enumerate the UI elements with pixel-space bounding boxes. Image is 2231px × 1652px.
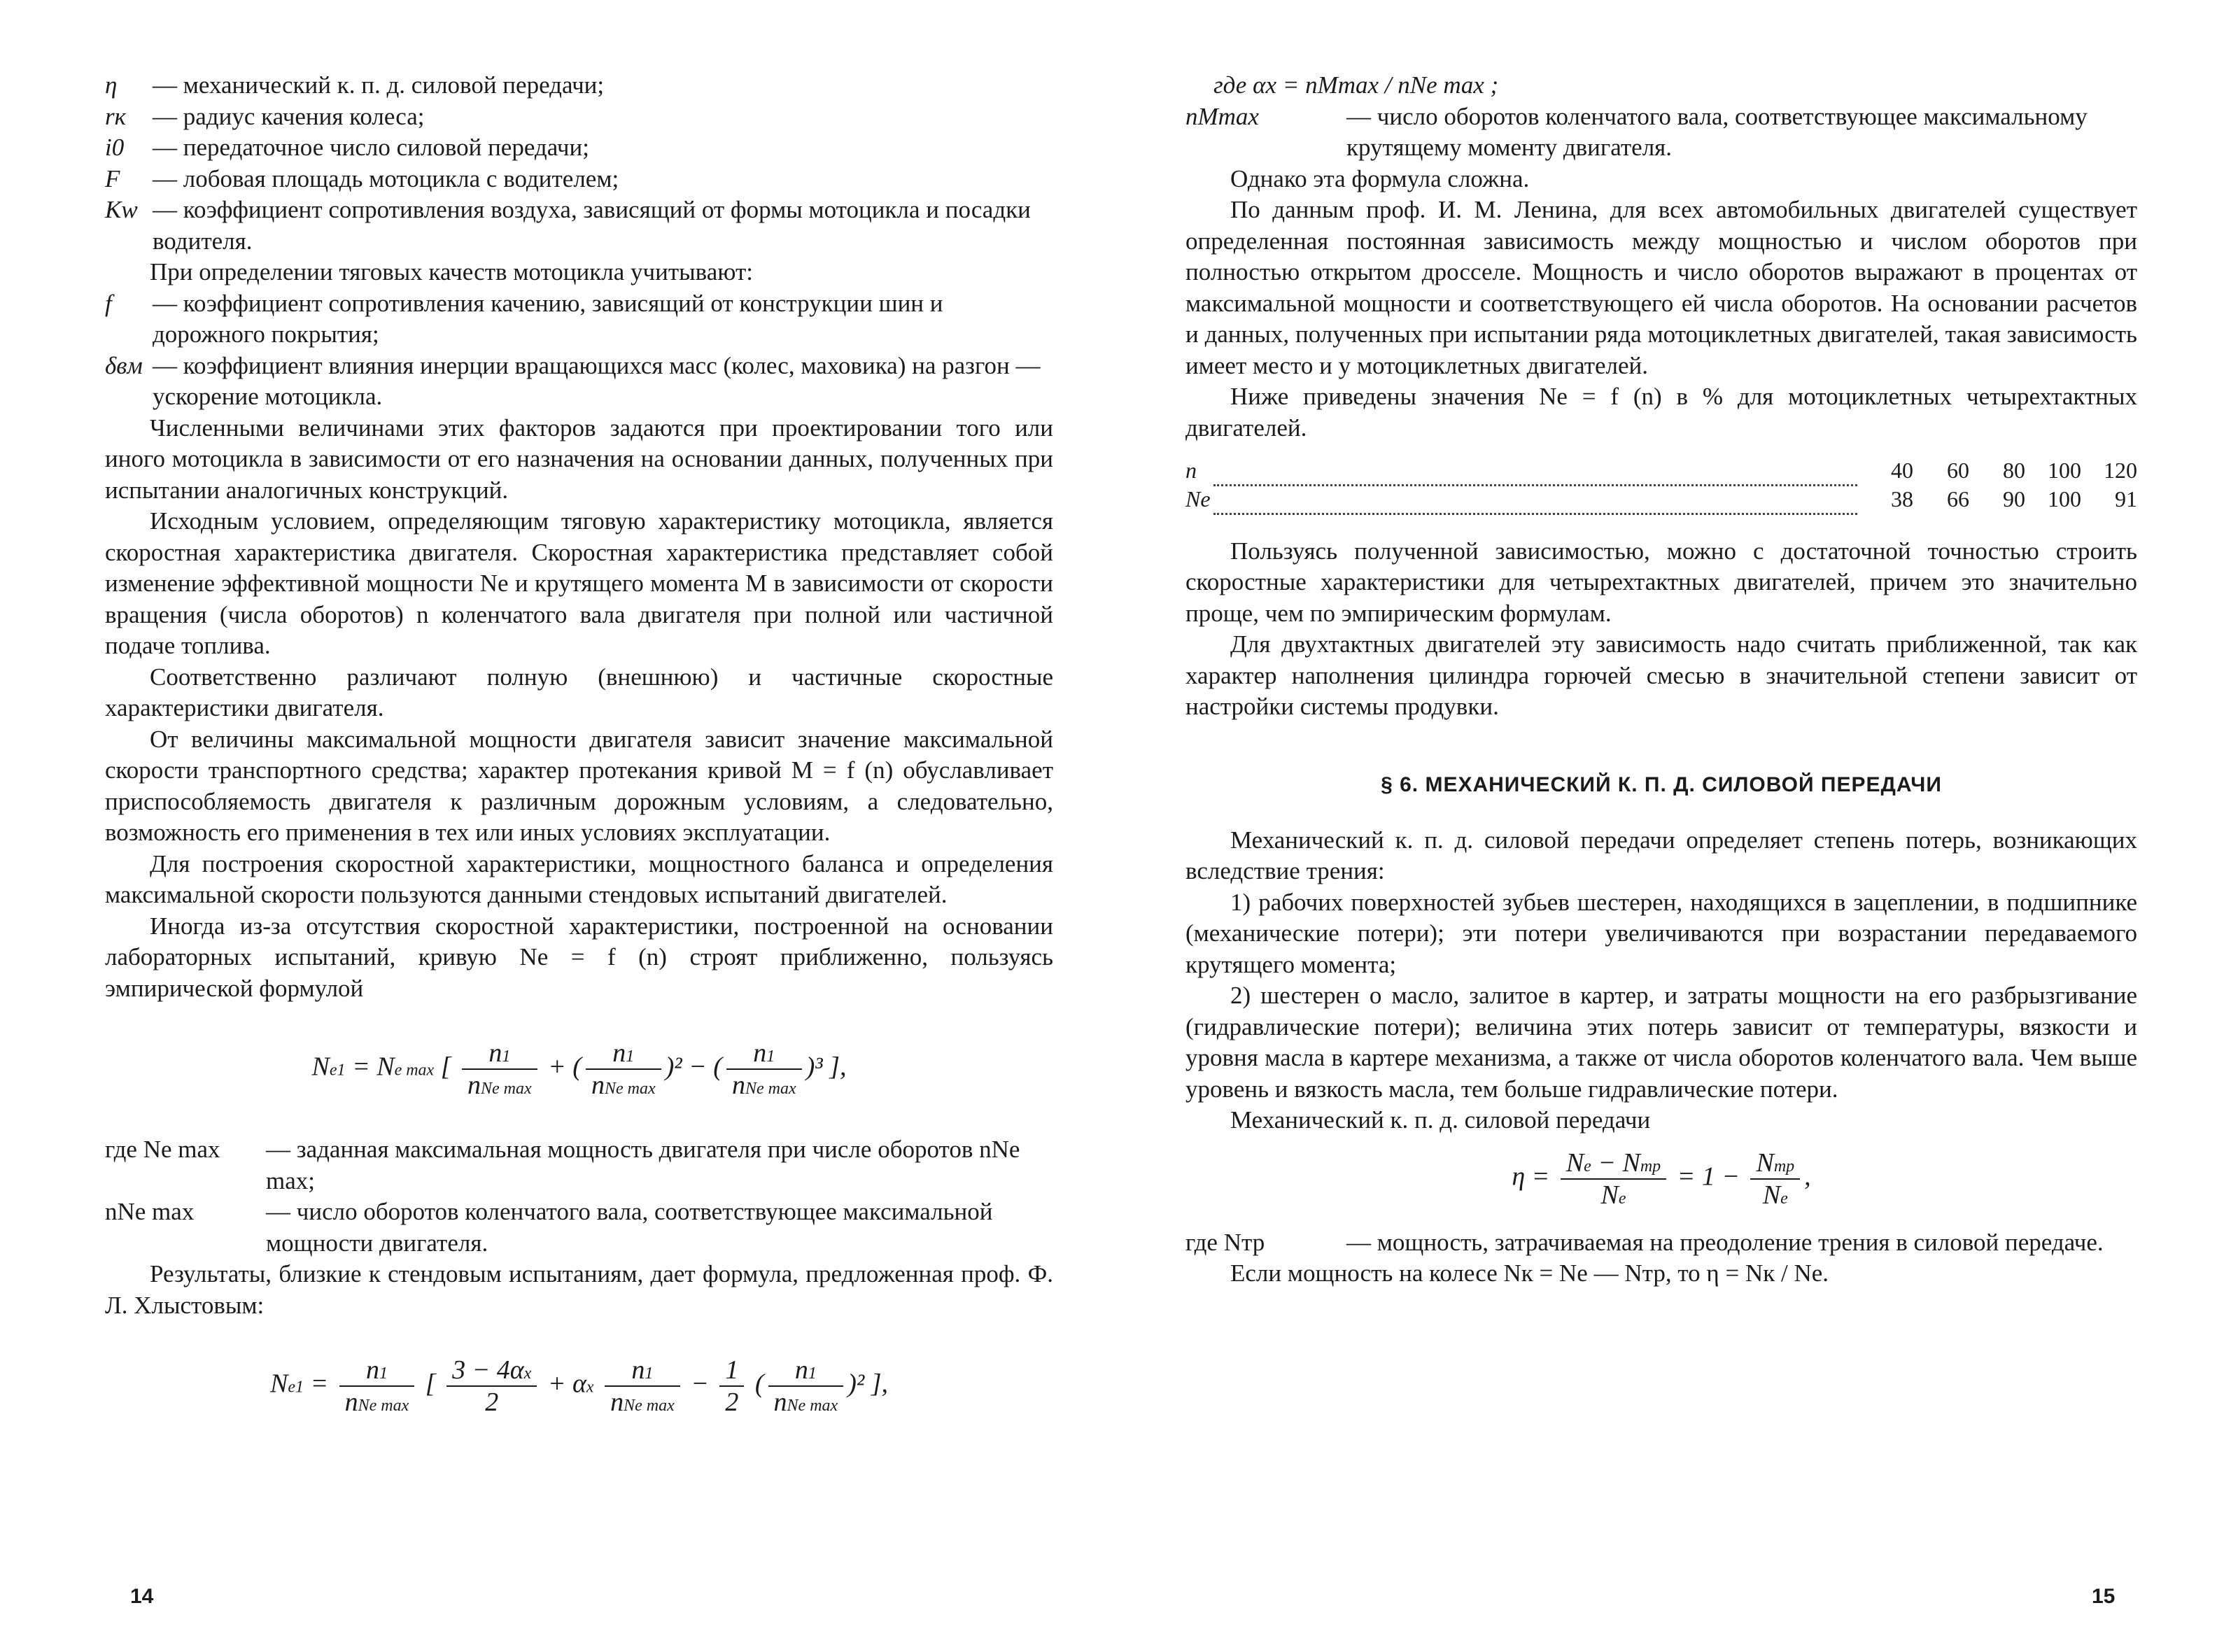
table-cell: 80 [2003,458,2025,483]
symbol-row [105,132,1053,164]
symbol-row [105,164,1053,195]
page-number: 15 [2092,1585,2116,1608]
symbol-description: — лобовая площадь мотоцикла с водителем; [153,164,619,192]
paragraph: Механический к. п. д. силовой передачи определяет степень потерь, возникающих вследствие трения: [1185,826,2137,884]
paragraph: От величины максимальной мощности двигателя зависит значение максимальной скорости транспортного средства; характер протекания кривой M = f (n) обуславливает приспособляемость двигателя к различным дорожным условиям, а следовательно, возможность его применения в тех или иных условиях эксплуатации. [105,725,1053,846]
paragraph: 1) рабочих поверхностей зубьев шестерен, находящихся в зацеплении, в подшипнике (механические потери); эти потери увеличиваются при возрастании передаваемого крутящего момента; [1185,888,2137,978]
table-cell: 120 [2104,458,2137,483]
dot-leader [1213,485,1857,514]
alpha-definition: где αx = nMmax / nNe max ; [1213,71,1499,99]
symbol-row [105,351,1053,413]
right-page [1116,0,2231,1652]
symbol-row [105,101,1053,133]
symbol: f [105,289,112,317]
symbol-row [105,195,1053,257]
section-heading: § 6. МЕХАНИЧЕСКИЙ К. П. Д. СИЛОВОЙ ПЕРЕДАЧИ [1381,772,1942,796]
paragraph: Результаты, близкие к стендовым испытаниям, дает формула, предложенная проф. Ф. Л. Хлыстовым: [105,1260,1053,1319]
left-column [105,70,1053,1451]
where-row [105,1196,1053,1259]
empirical-formula: Ne1 = Ne max [ $\frac{n1}{\text{nNe max}}$ + ( $\frac{n1}{\text{nNe max}}$ )² − ( $\frac{n1}{\text{nNe max}}$ )³ ], [311,1038,847,1100]
table-cell: 91 [2115,486,2137,511]
table-cell: 40 [1891,458,1913,483]
paragraph: Иногда из-за отсутствия скоростной характеристики, построенной на основании лабораторных испытаний, кривую Ne = f (n) строят приближенно, пользуясь эмпирической формулой [105,912,1053,1002]
symbol-description: — заданная максимальная мощность двигателя при числе оборотов nNe max; [266,1136,1020,1194]
table-row [1185,485,2137,514]
symbol-row [105,70,1053,101]
table-row [1185,456,2137,485]
symbol-description: — число оборотов коленчатого вала, соответствующее максимальному крутящему моменту двигателя. [1346,102,2088,161]
paragraph: По данным проф. И. М. Ленина, для всех автомобильных двигателей существует определенная постоянная зависимость между мощностью и числом оборотов при полностью открытом дросселе. Мощность и число оборотов выражают в процентах от максимальной мощности и соответствующего ей числа оборотов. На основании расчетов и данных, полученных при испытании ряда мотоциклетных двигателей, такая зависимость имеет место и у мотоциклетных двигателей. [1185,196,2137,379]
row-label: Ne [1185,486,1211,511]
khlystov-formula: Ne1 = $\frac{n1}{\text{nNe max}}$ [ $\frac{3 - 4\alpha x}{2}$ + αx $\frac{n1}{\text{nNe max}}$ − $\frac{1}{2}$ ( $\frac{n1}{\text{nNe max}}$ )² ], [269,1355,889,1417]
symbol: δвм [105,351,143,379]
symbol: nMmax [1185,102,1259,130]
power-table [1185,456,2137,515]
symbol: η [105,71,118,99]
row-label: n [1185,458,1197,483]
table-cell: 100 [2048,486,2081,511]
symbol-description: — коэффициент влияния инерции вращающихся масс (колес, маховика) на разгон — ускорение мотоцикла. [153,351,1041,410]
symbol-row [105,288,1053,351]
where-row [105,1134,1053,1196]
symbol: где Ne max [105,1136,220,1163]
table-cell: 60 [1947,458,1969,483]
symbol-description: — коэффициент сопротивления качению, зависящий от конструкции шин и дорожного покрытия; [153,289,943,348]
symbol-description: — передаточное число силовой передачи; [153,134,589,161]
dot-leader [1213,456,1857,485]
symbol-description: — механический к. п. д. силовой передачи; [153,71,605,99]
symbol: F [105,164,120,192]
symbol: i0 [105,134,125,161]
table-cell: 38 [1891,486,1913,511]
symbol-description: — коэффициент сопротивления воздуха, зависящий от формы мотоцикла и посадки водителя. [153,196,1031,255]
paragraph: Соответственно различают полную (внешнюю) и частичные скоростные характеристики двигателя. [105,663,1053,721]
paragraph: Пользуясь полученной зависимостью, можно с достаточной точностью строить скоростные характеристики для четырехтактных двигателей, причем это значительно проще, чем по эмпирическим формулам. [1185,537,2137,627]
paragraph: Однако эта формула сложна. [1230,164,1530,192]
paragraph: Ниже приведены значения Ne = f (n) в % для мотоциклетных четырехтактных двигателей. [1185,383,2137,442]
table-cell: 66 [1947,486,1969,511]
right-column [1185,70,2137,1290]
efficiency-formula: η = $\frac{\text{Ne − Nтр}}{Ne}$ = 1 − $\frac{\text{Nтр}}{Ne}$ , [1512,1148,1811,1210]
symbol-description: — мощность, затрачиваемая на преодоление трения в силовой передаче. [1346,1228,2104,1256]
paragraph: Исходным условием, определяющим тяговую характеристику мотоцикла, является скоростная характеристика двигателя. Скоростная характеристика представляет собой изменение эффективной мощности Ne и крутящего момента M в зависимости от скорости вращения (числа оборотов) n коленчатого вала двигателя при полной или частичной подаче топлива. [105,507,1053,659]
symbol: Kw [105,196,138,223]
symbol: rк [105,102,126,130]
paragraph: Для двухтактных двигателей эту зависимость надо считать приближенной, так как характер наполнения цилиндра горючей смесью в значительной степени зависит от настройки системы продувки. [1185,630,2137,720]
symbol-description: — число оборотов коленчатого вала, соответствующее максимальной мощности двигателя. [266,1198,993,1257]
paragraph: Механический к. п. д. силовой передачи [1230,1106,1651,1134]
symbol-description: — радиус качения колеса; [153,102,425,130]
paragraph: Численными величинами этих факторов задаются при проектировании того или иного мотоцикла в зависимости от его назначения на основании данных, полученных при испытании аналогичных конструкций. [105,414,1053,504]
paragraph: 2) шестерен о масло, залитое в картер, и затраты мощности на его разбрызгивание (гидравлические потери); величина этих потерь зависит от температуры, вязкости и уровня масла в картере механизма, а также от числа оборотов коленчатого вала. Чем выше уровень и вязкость масла, тем больше гидравлические потери. [1185,982,2137,1103]
table-cell: 100 [2048,458,2081,483]
where-row [1185,101,2137,164]
where-row [1185,1227,2137,1259]
symbol: где Nтр [1185,1228,1265,1256]
paragraph: При определении тяговых качеств мотоцикла учитывают: [150,258,753,285]
table-cell: 90 [2003,486,2025,511]
page-number: 14 [130,1585,154,1608]
paragraph: Для построения скоростной характеристики, мощностного баланса и определения максимальной скорости пользуются данными стендовых испытаний двигателей. [105,849,1053,908]
paragraph: Если мощность на колесе Nк = Ne — Nтр, то η = Nк / Ne. [1230,1259,1829,1287]
symbol: nNe max [105,1198,195,1225]
